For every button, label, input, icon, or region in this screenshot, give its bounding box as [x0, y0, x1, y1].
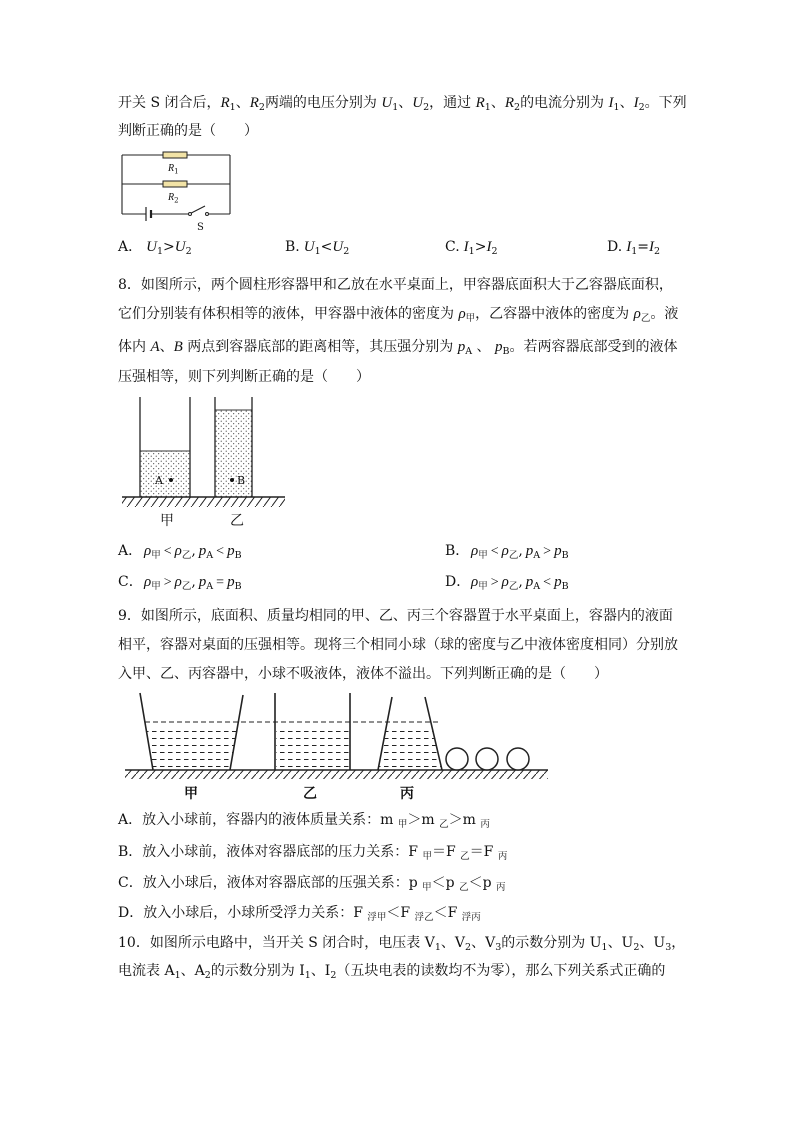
subscript: 3 — [495, 942, 502, 953]
subscript: 2 — [343, 246, 350, 257]
text-run: 、 — [235, 95, 250, 111]
q7-option-c[interactable] — [445, 238, 498, 258]
math-variable: ρ — [471, 543, 479, 559]
q7-stem-line-1 — [118, 94, 687, 114]
point-b-label: B — [237, 474, 246, 487]
point-b-marker — [230, 478, 234, 482]
math-variable: p — [554, 574, 562, 590]
text-run: 、A — [180, 963, 205, 979]
liquid-jia — [146, 726, 237, 769]
option-expression — [146, 239, 192, 255]
switch-label: S — [197, 222, 204, 233]
text-run: 开关 S 闭合后， — [118, 95, 221, 111]
r2-index: 2 — [174, 196, 179, 205]
separator: , — [518, 543, 523, 559]
r1-label — [167, 163, 179, 176]
option-label: D． — [445, 574, 471, 590]
subscript: 1 — [601, 942, 608, 953]
math-variable: A — [150, 339, 160, 355]
r2-label — [167, 192, 179, 205]
option-label: B. — [285, 239, 300, 255]
math-variable: p — [525, 543, 534, 559]
subscript: 乙 — [181, 581, 192, 592]
subscript: B — [502, 346, 510, 357]
q9-stem-line-2 — [118, 636, 678, 654]
math-variable: I — [463, 239, 469, 255]
subscript: 2 — [330, 970, 337, 981]
text-run: 两端的电压分别为 — [264, 95, 382, 111]
math-variable: p — [494, 339, 503, 355]
math-variable: p — [525, 574, 534, 590]
math-variable: ρ — [471, 574, 479, 590]
option-expression — [144, 574, 242, 590]
subscript: 2 — [653, 246, 661, 257]
text-run: ＞m — [407, 812, 440, 828]
math-variable: U — [332, 239, 344, 255]
text-run: D．放入小球后，小球所受浮力关系：F — [118, 905, 368, 921]
small-ball — [476, 748, 498, 770]
subscript: 2 — [491, 246, 498, 257]
subscript: A — [206, 550, 214, 561]
text-run: 9．如图所示，底面积、质量均相同的甲、乙、丙三个容器置于水平桌面上，容器内的液面 — [118, 608, 673, 624]
text-run: 电流表 A — [118, 963, 175, 979]
liquid-jia — [140, 451, 190, 497]
text-run: ，乙容器中液体的密度为 — [475, 306, 634, 322]
subscript: B — [234, 550, 242, 561]
q8-option-a[interactable] — [118, 542, 242, 562]
subscript: B — [561, 550, 569, 561]
subscript: 浮甲 — [367, 912, 387, 923]
math-variable: B — [173, 339, 183, 355]
resistor-r1 — [163, 152, 187, 158]
subscript: 乙 — [640, 313, 651, 324]
subscript: 1 — [156, 246, 164, 257]
text-run: 。液 — [650, 306, 679, 322]
math-variable: I — [633, 95, 639, 111]
subscript: 1 — [174, 970, 181, 981]
subscript: 2 — [514, 102, 521, 113]
subscript: B — [234, 581, 242, 592]
math-variable: p — [227, 574, 235, 590]
text-run: 判断正确的是（ ） — [118, 123, 258, 139]
text-run: 、 — [619, 95, 634, 111]
text-run: 、I — [310, 963, 331, 979]
subscript: 乙 — [460, 851, 470, 862]
option-expression — [471, 543, 569, 559]
text-run: 、V — [471, 935, 496, 951]
subscript: 甲 — [422, 851, 432, 862]
subscript: 1 — [392, 102, 399, 113]
subscript: 3 — [665, 942, 672, 953]
math-variable: I — [608, 95, 614, 111]
option-label: B． — [445, 543, 470, 559]
math-variable: ρ — [501, 574, 509, 590]
text-run: 相平，容器对桌面的压强相等。现将三个相同小球（球的密度与乙中液体密度相同）分别放 — [118, 637, 678, 653]
math-variable: p — [198, 543, 207, 559]
math-variable: U — [381, 95, 393, 111]
subscript: 1 — [484, 102, 491, 113]
math-variable: ρ — [144, 543, 152, 559]
q7-option-d[interactable] — [607, 238, 660, 258]
math-variable: I — [648, 239, 654, 255]
math-variable: R — [475, 95, 485, 111]
liquid-yi — [215, 410, 252, 497]
text-run: ＝F — [431, 844, 461, 860]
container-bing-label: 丙 — [400, 786, 414, 802]
separator: , — [518, 574, 523, 590]
math-variable: p — [554, 543, 562, 559]
q7-option-b[interactable] — [285, 238, 349, 258]
text-run: ，通过 — [429, 95, 476, 111]
text-run: ＞m — [448, 812, 481, 828]
q9-stem-line-3 — [118, 665, 608, 683]
subscript: A — [206, 581, 214, 592]
subscript: B — [561, 581, 569, 592]
subscript: 乙 — [508, 550, 519, 561]
r2-symbol: R — [168, 192, 175, 203]
switch-lever — [191, 206, 205, 213]
subscript: 1 — [304, 970, 311, 981]
math-operator: > — [490, 575, 499, 590]
q7-stem-line-2 — [118, 122, 258, 140]
q9-option-b[interactable] — [118, 843, 507, 863]
math-operator: > — [543, 544, 552, 559]
text-run: 、 — [398, 95, 413, 111]
text-run: 它们分别装有体积相等的液体，甲容器中液体的密度为 — [118, 306, 459, 322]
q7-option-a[interactable] — [118, 238, 192, 258]
subscript: 甲 — [397, 819, 408, 830]
subscript: 乙 — [459, 882, 469, 893]
liquid-bing — [379, 726, 441, 769]
q9-stem-line-1 — [118, 607, 673, 625]
container-jia-label: 甲 — [184, 786, 198, 802]
subscript: 2 — [638, 102, 645, 113]
text-run: > — [163, 239, 175, 255]
text-run: ＜F — [386, 905, 415, 921]
q8-option-b[interactable] — [445, 542, 569, 562]
option-expression — [304, 239, 350, 255]
subscript: 丙 — [480, 819, 490, 830]
separator: , — [191, 543, 196, 559]
r1-index: 1 — [174, 167, 179, 176]
liquid-yi — [276, 726, 349, 769]
q10-stem-line-2 — [118, 962, 665, 982]
subscript: 2 — [258, 102, 265, 113]
text-run: ＜p — [431, 875, 460, 891]
text-run: 。若两容器底部受到的液体 — [509, 339, 678, 355]
math-variable: ρ — [144, 574, 152, 590]
q8-stem-line-2 — [118, 305, 678, 325]
q9-containers-diagram — [120, 688, 554, 804]
q10-stem-line-1 — [118, 934, 685, 954]
text-run: > — [474, 239, 487, 255]
math-variable: ρ — [633, 306, 641, 322]
option-label: D. — [607, 239, 623, 255]
text-run: 、 — [159, 339, 174, 355]
subscript: 甲 — [151, 581, 161, 592]
math-variable: ρ — [174, 543, 182, 559]
text-run: 的示数分别为 U — [501, 935, 602, 951]
subscript: A — [533, 550, 541, 561]
subscript: 1 — [468, 246, 475, 257]
text-run: 8．如图所示，两个圆柱形容器甲和乙放在水平桌面上，甲容器底面积大于乙容器底面积， — [118, 277, 673, 293]
text-run: ＜p — [468, 875, 496, 891]
text-run: 10．如图所示电路中，当开关 S 闭合时，电压表 V — [118, 935, 435, 951]
text-run: 入甲、乙、丙容器中，小球不吸液体，液体不溢出。下列判断正确的是（ ） — [118, 666, 608, 682]
r1-symbol: R — [168, 163, 175, 174]
text-run: 、 — [490, 95, 505, 111]
small-ball — [507, 748, 529, 770]
text-run: = — [637, 239, 649, 255]
subscript: 1 — [613, 102, 620, 113]
q9-option-c[interactable] — [118, 874, 506, 894]
subscript: 乙 — [181, 550, 192, 561]
option-expression — [626, 239, 660, 255]
text-run: ＜F — [433, 905, 462, 921]
option-label: A． — [118, 239, 143, 255]
option-expression — [471, 574, 569, 590]
math-variable: U — [303, 239, 315, 255]
math-operator: = — [216, 575, 225, 590]
option-expression — [464, 239, 498, 255]
option-label: A． — [118, 543, 143, 559]
math-variable: I — [486, 239, 492, 255]
subscript: 2 — [423, 102, 430, 113]
math-variable: ρ — [458, 306, 466, 322]
subscript: 丙 — [496, 882, 506, 893]
subscript: 1 — [631, 246, 638, 257]
q8-option-d[interactable] — [445, 573, 569, 593]
math-variable: p — [227, 543, 235, 559]
math-variable: R — [249, 95, 259, 111]
text-run: 压强相等，则下列判断正确的是（ ） — [118, 369, 370, 385]
math-operator: < — [216, 544, 225, 559]
math-operator: < — [490, 544, 499, 559]
option-label: C. — [445, 239, 460, 255]
text-run: 、U — [607, 935, 634, 951]
math-variable: p — [457, 339, 466, 355]
text-run: 的电流分别为 — [520, 95, 609, 111]
text-run: B．放入小球前，液体对容器底部的压力关系：F — [118, 844, 423, 860]
q8-stem-line-3 — [118, 338, 677, 358]
text-run: 、V — [440, 935, 466, 951]
math-variable: U — [174, 239, 186, 255]
math-operator: > — [163, 575, 172, 590]
q8-stem-line-1 — [118, 276, 673, 294]
container-yi-label: 乙 — [230, 513, 244, 529]
separator: , — [191, 574, 196, 590]
text-run: 的示数分别为 I — [210, 963, 305, 979]
text-run: < — [320, 239, 333, 255]
subscript: 1 — [314, 246, 321, 257]
container-yi-label: 乙 — [303, 786, 317, 802]
q9-option-d[interactable] — [118, 904, 481, 924]
q8-option-c[interactable] — [118, 573, 242, 593]
math-variable: I — [626, 239, 632, 255]
text-run: ， — [671, 935, 686, 951]
small-ball — [446, 748, 468, 770]
text-run: 、U — [639, 935, 666, 951]
text-run: A．放入小球前，容器内的液体质量关系：m — [118, 812, 398, 828]
point-a-label: A — [155, 474, 163, 487]
subscript: 甲 — [151, 550, 161, 561]
text-run: C．放入小球后，液体对容器底部的压强关系：p — [118, 875, 423, 891]
switch-contact — [189, 213, 192, 216]
subscript: 乙 — [439, 819, 449, 830]
point-a-marker — [169, 478, 173, 482]
math-operator: < — [163, 544, 172, 559]
math-variable: p — [198, 574, 207, 590]
text-run: 。下列 — [644, 95, 687, 111]
subscript: A — [533, 581, 541, 592]
resistor-r2 — [163, 181, 187, 187]
math-variable: U — [412, 95, 424, 111]
text-run: （五块电表的读数均不为零），那么下列关系式正确的 — [336, 963, 666, 979]
math-variable: U — [146, 239, 157, 255]
subscript: 2 — [633, 942, 640, 953]
subscript: 甲 — [465, 313, 476, 324]
math-variable: ρ — [174, 574, 182, 590]
q8-stem-line-4 — [118, 368, 370, 386]
subscript: 甲 — [478, 550, 488, 561]
text-run: 两点到容器底部的距离相等，其压强分别为 — [182, 339, 458, 355]
math-variable: ρ — [501, 543, 509, 559]
q9-option-a[interactable] — [118, 811, 490, 831]
subscript: 丙 — [497, 851, 508, 862]
subscript: 2 — [185, 246, 192, 257]
text-run: ＝F — [469, 844, 498, 860]
ground-hatch — [125, 770, 548, 779]
math-operator: < — [543, 575, 552, 590]
subscript: 浮丙 — [461, 912, 481, 923]
subscript: 2 — [465, 942, 472, 953]
subscript: 甲 — [478, 581, 488, 592]
subscript: 浮乙 — [414, 912, 434, 923]
q7-circuit-diagram — [110, 142, 242, 238]
subscript: 甲 — [422, 882, 432, 893]
subscript: A — [465, 346, 473, 357]
ground-hatch — [122, 497, 285, 507]
text-run: 、 — [472, 339, 495, 355]
switch-contact — [206, 213, 209, 216]
math-variable: R — [504, 95, 515, 111]
subscript: 2 — [204, 970, 211, 981]
option-label: C． — [118, 574, 143, 590]
subscript: 1 — [434, 942, 441, 953]
math-variable: R — [220, 95, 230, 111]
subscript: 乙 — [508, 581, 519, 592]
container-jia-label: 甲 — [160, 513, 174, 529]
subscript: 1 — [229, 102, 236, 113]
text-run: 体内 — [118, 339, 151, 355]
option-expression — [144, 543, 242, 559]
q8-containers-diagram — [112, 390, 294, 530]
